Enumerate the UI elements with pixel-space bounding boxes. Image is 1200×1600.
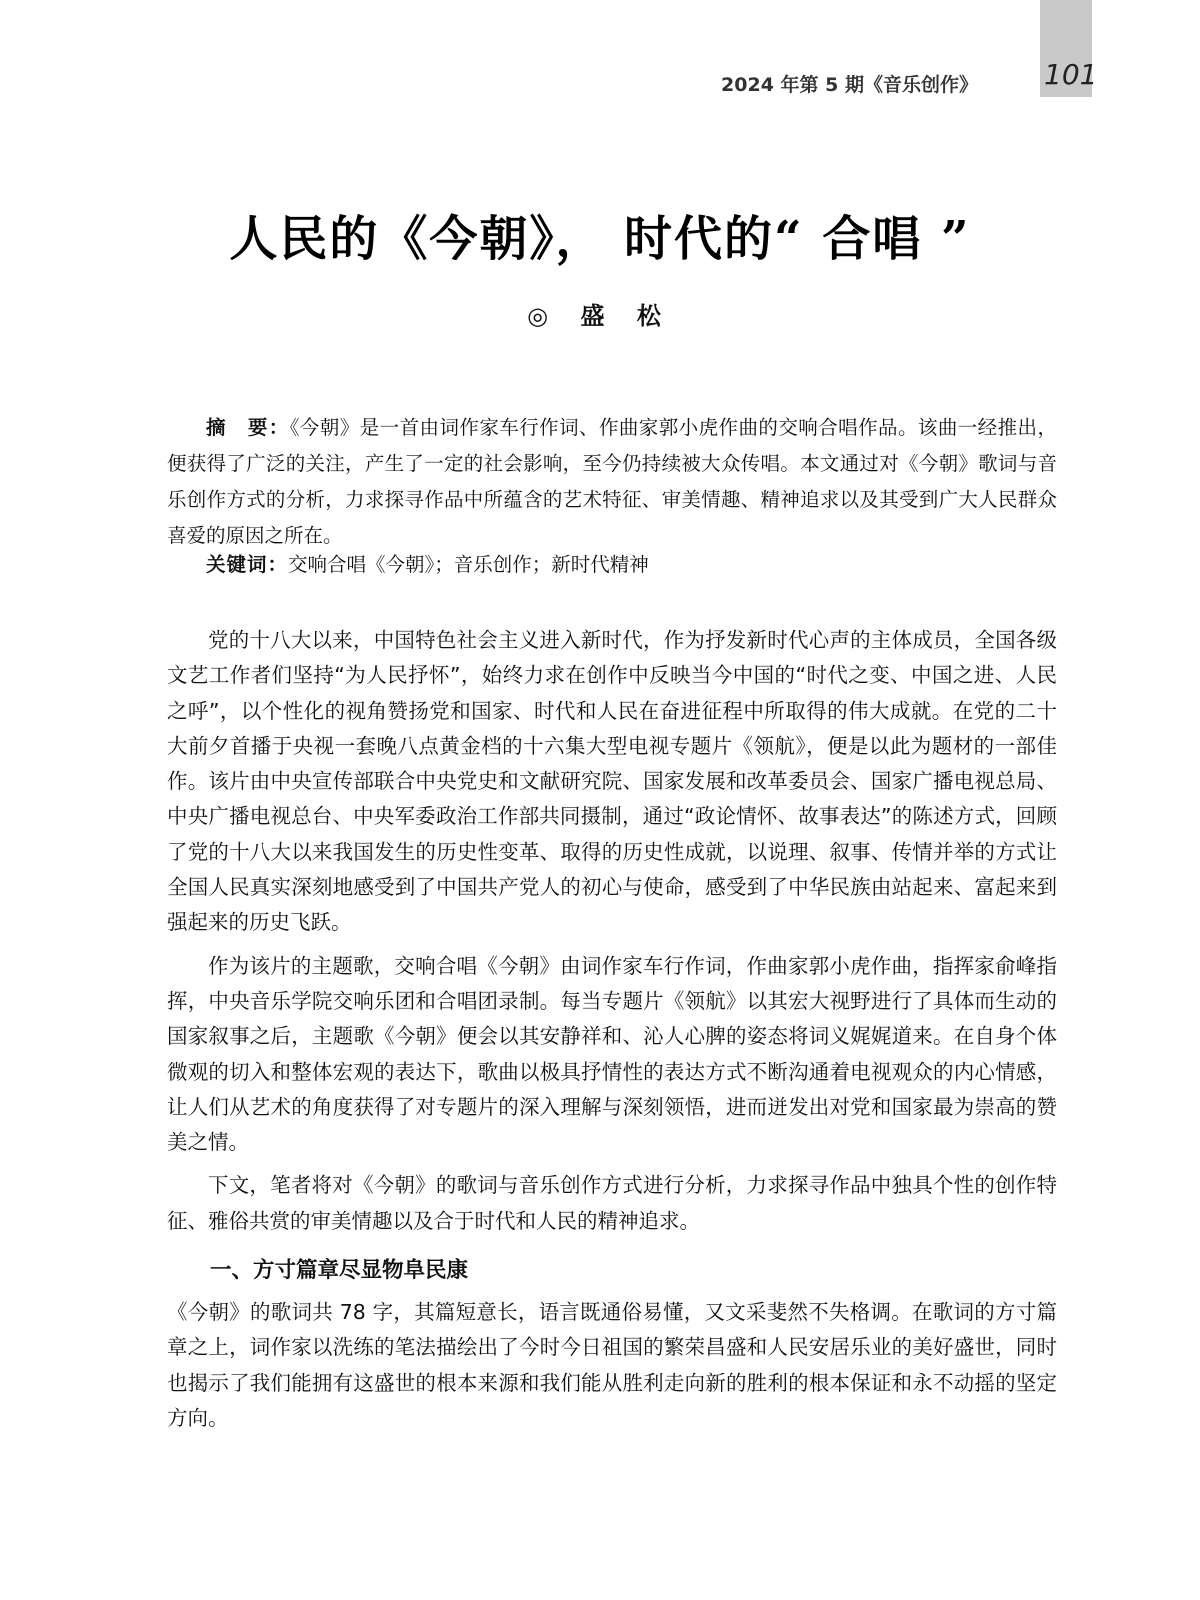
abstract	[167, 410, 1057, 554]
keywords	[167, 550, 1057, 580]
running-head: 2024 年第 5 期《音乐创作》	[721, 74, 978, 96]
article-title: 人民的《今朝》， 时代的“ 合唱 ”	[229, 211, 971, 267]
body-paragraph: 《今朝》的歌词共 78 字，其篇短意长，语言既通俗易懂，又文采斐然不失格调。在歌词的方寸篇章之上，词作家以洗练的笔法描绘出了今时今日祖国的繁荣昌盛和人民安居乐业的美好盛世，同时也揭示了我们能拥有这盛世的根本来源和我们能从胜利走向新的胜利的根本保证和永不动摇的坚定方向。	[167, 1300, 1057, 1430]
abstract-label: 摘 要：	[206, 416, 290, 439]
article-body	[167, 623, 1057, 1444]
article-author: ◎ 盛 松	[527, 301, 673, 330]
body-paragraph: 作为该片的主题歌，交响合唱《今朝》由词作家车行作词，作曲家郭小虎作曲，指挥家俞峰指挥，中央音乐学院交响乐团和合唱团录制。每当专题片《领航》以其宏大视野进行了具体而生动的国家叙事之后，主题歌《今朝》便会以其安静祥和、沁人心脾的姿态将词义娓娓道来。在自身个体微观的切入和整体宏观的表达下，歌曲以极具抒情性的表达方式不断沟通着电视观众的内心情感，让人们从艺术的角度获得了对专题片的深入理解与深刻领悟，进而迸发出对党和国家最为崇高的赞美之情。	[167, 953, 1057, 1155]
section-heading: 一、方寸篇章尽显物阜民康	[210, 1258, 469, 1284]
body-paragraph: 党的十八大以来，中国特色社会主义进入新时代，作为抒发新时代心声的主体成员，全国各级文艺工作者们坚持“为人民抒怀”，始终力求在创作中反映当今中国的“时代之变、中国之进、人民之呼”，以个性化的视角赞扬党和国家、时代和人民在奋进征程中所取得的伟大成就。在党的二十大前夕首播于央视一套晚八点黄金档的十六集大型电视专题片《领航》，便是以此为题材的一部佳作。该片由中央宣传部联合中央党史和文献研究院、国家发展和改革委员会、国家广播电视总局、中央广播电视总台、中央军委政治工作部共同摄制，通过“政论情怀、故事表达”的陈述方式，回顾了党的十八大以来我国发生的历史性变革、取得的历史性成就，以说理、叙事、传情并举的方式让全国人民真实深刻地感受到了中国共产党人的初心与使命，感受到了中华民族由站起来、富起来到强起来的历史飞跃。	[167, 628, 1057, 935]
abstract-text: 《今朝》是一首由词作家车行作词、作曲家郭小虎作曲的交响合唱作品。该曲一经推出，便获得了广泛的关注，产生了一定的社会影响，至今仍持续被大众传唱。本文通过对《今朝》歌词与音乐创作方式的分析，力求探寻作品中所蕴含的艺术特征、审美情趣、精神追求以及其受到广大人民群众喜爱的原因之所在。	[167, 416, 1057, 547]
keywords-label: 关键词：	[206, 553, 289, 576]
keywords-text: 交响合唱《今朝》；音乐创作；新时代精神	[288, 553, 649, 576]
page-number: 101	[1044, 58, 1098, 91]
body-paragraph: 下文，笔者将对《今朝》的歌词与音乐创作方式进行分析，力求探寻作品中独具个性的创作特征、雅俗共赏的审美情趣以及合于时代和人民的精神追求。	[167, 1173, 1057, 1233]
